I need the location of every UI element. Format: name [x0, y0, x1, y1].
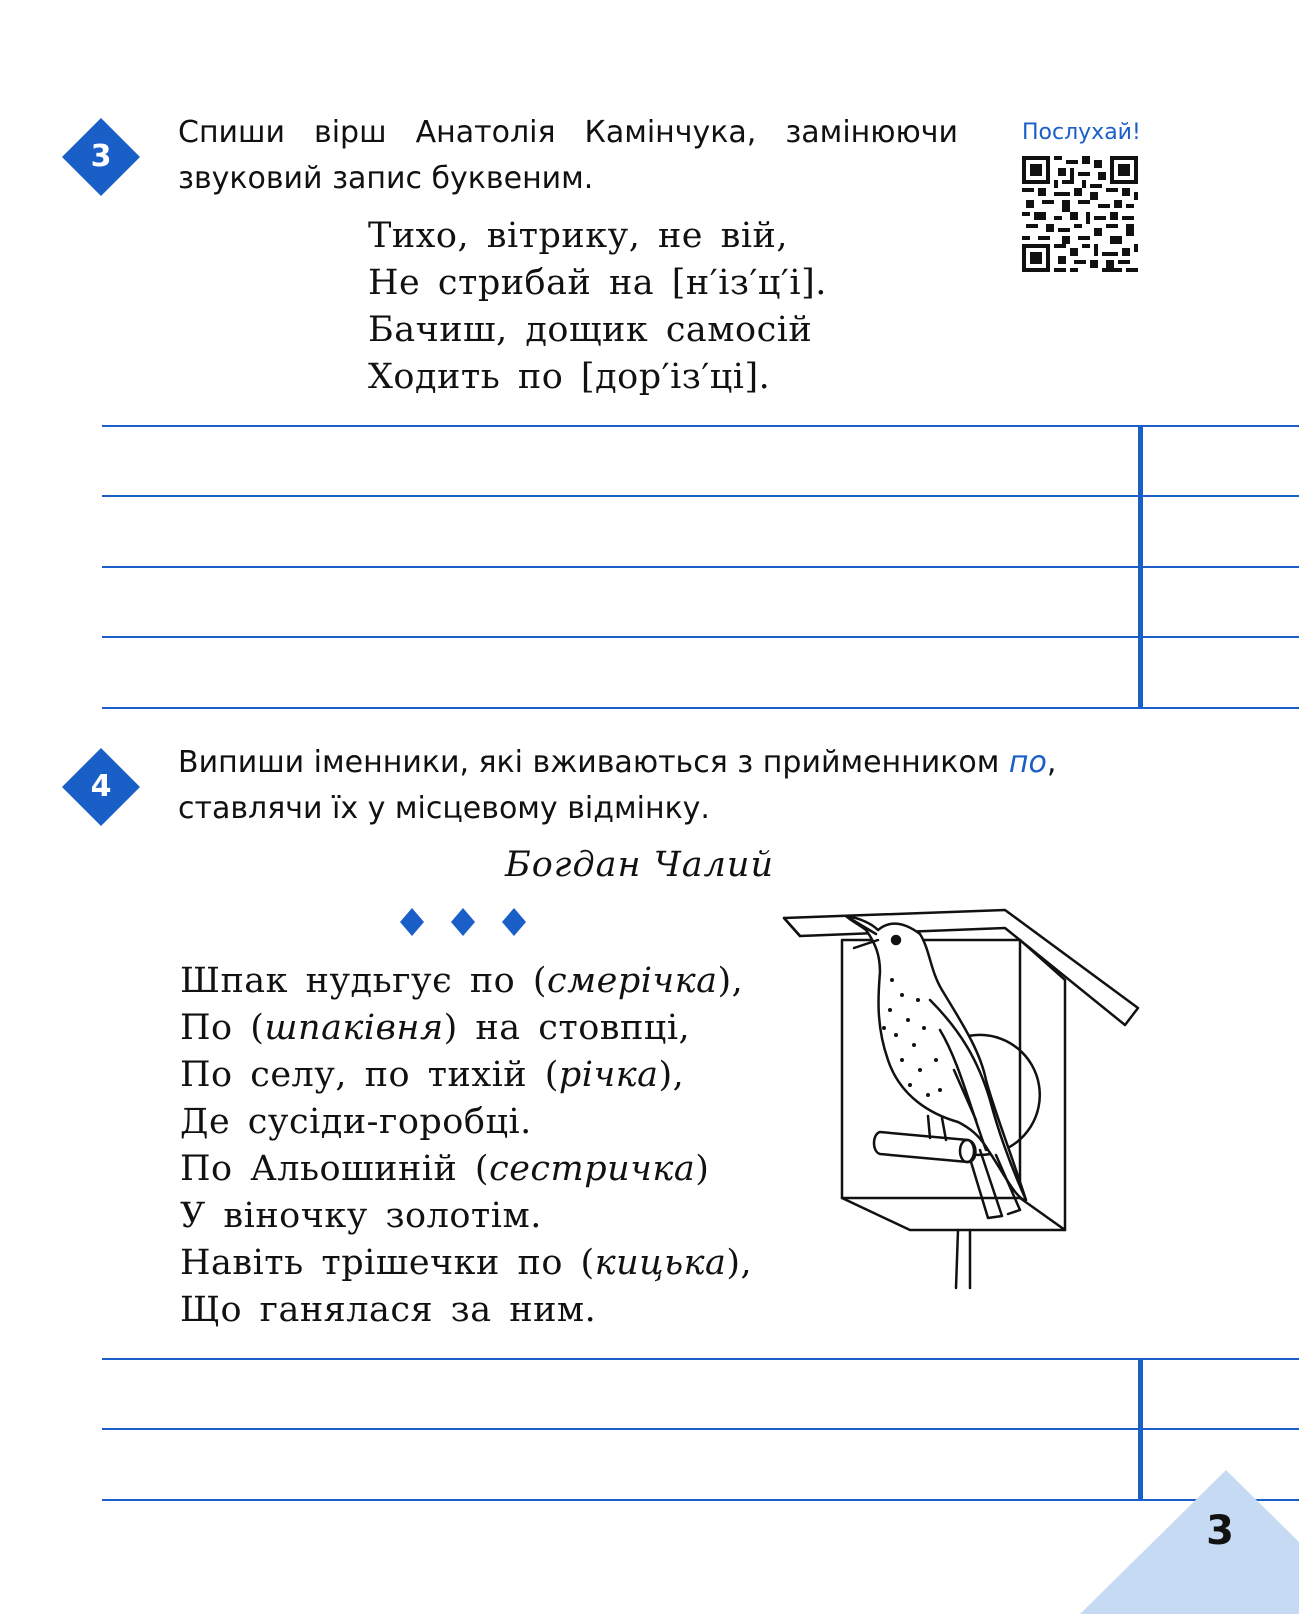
task-3-number: 3: [90, 139, 112, 174]
poem-line: Ходить по [дор′із′ці].: [368, 357, 771, 397]
poem-line: [180, 1287, 752, 1334]
poem-word: кицька: [594, 1243, 727, 1283]
qr-code[interactable]: [1022, 156, 1138, 276]
poem-text: По селу, по тихій (: [180, 1055, 559, 1095]
task-3-badge: [62, 118, 140, 196]
poem-line: Бачиш, дощик самосій: [368, 310, 813, 350]
poem-text: Навіть трішечки по (: [180, 1243, 595, 1283]
poem-word: сестричка: [489, 1149, 696, 1189]
writing-line: [102, 566, 1299, 568]
poem-text: Де сусіди-горобці.: [180, 1102, 532, 1142]
writing-line: [102, 707, 1299, 709]
poem-text: Що ганялася за ним.: [180, 1290, 597, 1330]
instruction-text: Випиши іменники, які вживаються з прийменником: [178, 745, 1009, 780]
poem-line: [180, 1005, 752, 1052]
task-3-instruction: [178, 110, 958, 202]
task-4-instruction-line-1: [178, 740, 1138, 786]
poem-text: ) на стовпці,: [443, 1008, 691, 1048]
poem-line: [180, 1240, 752, 1287]
task-4-instruction-line-2: ставлячи їх у місцевому відмінку.: [178, 791, 710, 826]
page-number: 3: [1206, 1508, 1234, 1554]
diamond-separator-icon: [398, 906, 528, 938]
starling-birdhouse-illustration: [780, 900, 1150, 1290]
poem-author: Богдан Чалий: [505, 845, 774, 885]
poem-word: шпаківня: [264, 1008, 444, 1048]
task-3-poem: [368, 213, 827, 401]
poem-line: [180, 1146, 752, 1193]
margin-line: [1138, 426, 1143, 708]
poem-text: ),: [658, 1055, 685, 1095]
poem-line: [180, 958, 752, 1005]
poem-word: річка: [558, 1055, 659, 1095]
task-3-instruction-line-2: звуковий запис буквеним.: [178, 161, 594, 196]
task-4-poem: [180, 958, 752, 1334]
poem-text: Шпак нудьгує по (: [180, 961, 547, 1001]
qr-label: Послухай!: [1022, 120, 1141, 145]
poem-line: [180, 1052, 752, 1099]
writing-line: [102, 495, 1299, 497]
poem-word: смерічка: [547, 961, 718, 1001]
writing-line: [102, 1358, 1299, 1360]
instruction-punct: ,: [1046, 745, 1057, 780]
poem-line: Тихо, вітрику, не вій,: [368, 216, 788, 256]
writing-line: [102, 636, 1299, 638]
writing-line: [102, 1428, 1299, 1430]
task-3-instruction-line-1: Спиши вірш Анатолія Камінчука, замінюючи: [178, 115, 958, 150]
poem-text: ),: [717, 961, 744, 1001]
poem-text: По Альошиній (: [180, 1149, 490, 1189]
task-4-badge: [62, 748, 140, 826]
preposition: по: [1008, 745, 1047, 780]
poem-text: ),: [726, 1243, 753, 1283]
poem-text: ): [695, 1149, 710, 1189]
poem-line: [180, 1193, 752, 1240]
task-4-number: 4: [90, 769, 112, 804]
poem-line: [180, 1099, 752, 1146]
poem-text: По (: [180, 1008, 265, 1048]
task-4-instruction: [178, 740, 1138, 832]
writing-line: [102, 425, 1299, 427]
poem-line: Не стрибай на [н′із′ц′і].: [368, 263, 827, 303]
poem-text: У віночку золотім.: [180, 1196, 542, 1236]
page-corner-triangle: [1080, 1470, 1299, 1614]
